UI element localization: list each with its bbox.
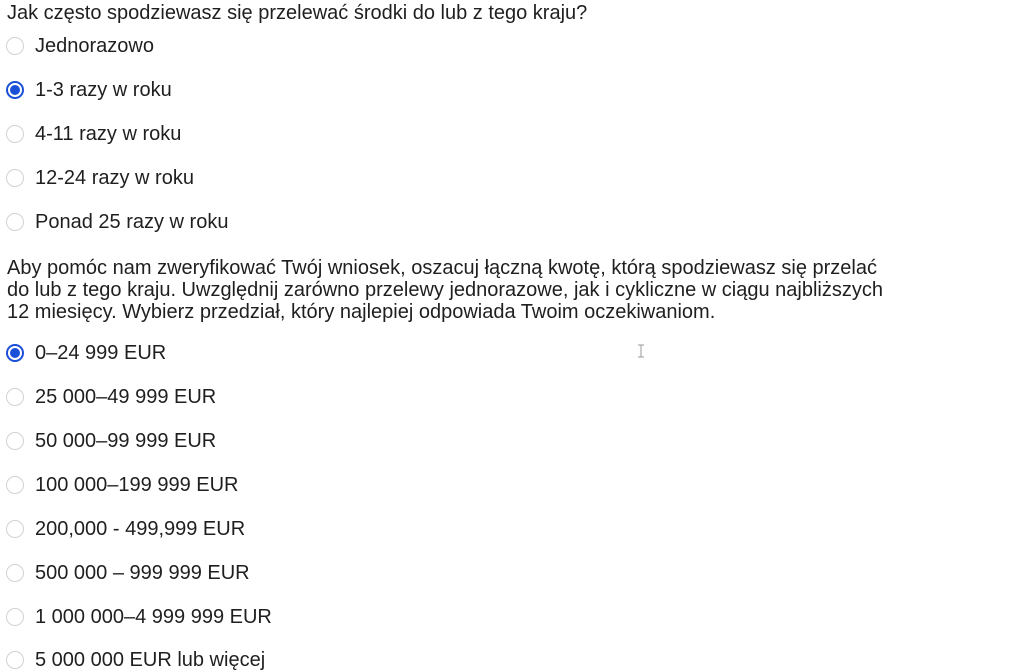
question-amount-line: do lub z tego kraju. Uwzględnij zarówno przelewy jednorazowe, jak i cykliczne w ciągu najbliższych [7,279,883,301]
radio-icon[interactable] [6,37,24,55]
frequency-option-4-11[interactable] [6,122,181,146]
amount-option-50000-99999[interactable] [6,429,216,453]
amount-option-25000-49999[interactable] [6,385,216,409]
question-amount-line: Aby pomóc nam zweryfikować Twój wniosek, oszacuj łączną kwotę, którą spodziewasz się przelać [7,257,877,279]
radio-checked-icon[interactable] [6,344,24,362]
option-label: Jednorazowo [35,35,154,57]
amount-option-100000-199999[interactable] [6,473,239,497]
frequency-option-25-plus[interactable] [6,210,228,234]
amount-option-500000-999999[interactable] [6,561,250,585]
text-cursor-icon [637,344,645,358]
radio-icon[interactable] [6,388,24,406]
option-label: 25 000–49 999 EUR [35,386,217,408]
option-label: 0–24 999 EUR [35,342,167,364]
amount-option-5m-plus[interactable] [6,648,265,672]
radio-icon[interactable] [6,520,24,538]
option-label: 1-3 razy w roku [35,79,172,101]
frequency-option-one-time[interactable] [6,34,154,58]
option-label: 100 000–199 999 EUR [35,474,239,496]
question-amount-line: 12 miesięcy. Wybierz przedział, który najlepiej odpowiada Twoim oczekiwaniom. [7,301,716,323]
option-label: Ponad 25 razy w roku [35,211,229,233]
radio-icon[interactable] [6,651,24,669]
amount-option-200000-499999[interactable] [6,517,245,541]
radio-icon[interactable] [6,432,24,450]
option-label: 12-24 razy w roku [35,167,194,189]
radio-icon[interactable] [6,564,24,582]
amount-option-0-24999[interactable] [6,341,166,365]
radio-icon[interactable] [6,213,24,231]
radio-checked-icon[interactable] [6,81,24,99]
radio-icon[interactable] [6,476,24,494]
option-label: 500 000 – 999 999 EUR [35,562,250,584]
radio-icon[interactable] [6,169,24,187]
frequency-option-1-3[interactable] [6,78,172,102]
question-amount [7,257,1017,323]
radio-icon[interactable] [6,125,24,143]
question-frequency: Jak często spodziewasz się przelewać środki do lub z tego kraju? [7,2,588,24]
option-label: 4-11 razy w roku [35,123,182,145]
radio-icon[interactable] [6,608,24,626]
option-label: 50 000–99 999 EUR [35,430,217,452]
option-label: 5 000 000 EUR lub więcej [35,649,266,671]
amount-option-1m-4999999[interactable] [6,605,272,629]
frequency-option-12-24[interactable] [6,166,194,190]
option-label: 200,000 - 499,999 EUR [35,518,246,540]
option-label: 1 000 000–4 999 999 EUR [35,606,272,628]
